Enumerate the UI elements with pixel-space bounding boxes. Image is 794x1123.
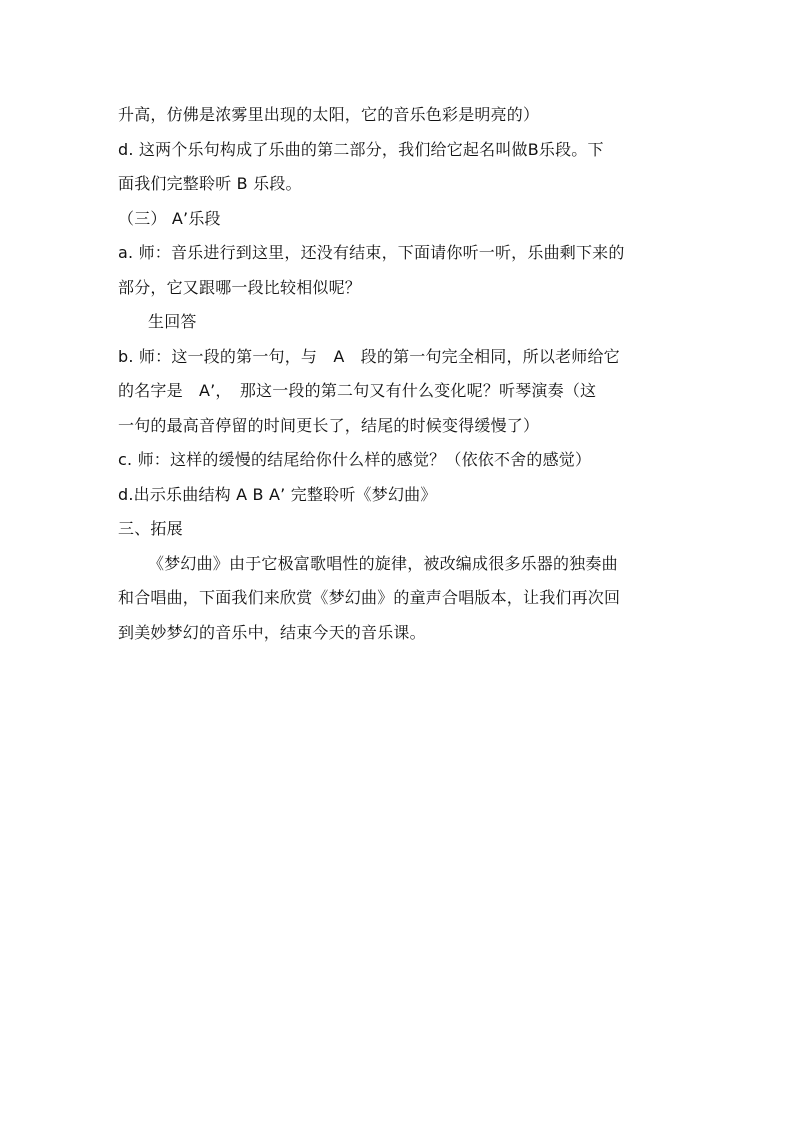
text-line-2: d. 这两个乐句构成了乐曲的第二部分，我们给它起名叫做B乐段。下	[118, 139, 604, 159]
text-line-16: 到美妙梦幻的音乐中，结束今天的音乐课。	[118, 622, 426, 642]
student-answer-line: 生回答	[148, 312, 197, 331]
text-line-10: 一句的最高音停留的时间更长了，结尾的时候变得缓慢了）	[118, 415, 540, 435]
text-line-15: 和合唱曲，下面我们来欣赏《梦幻曲》的童声合唱版本，让我们再次回	[118, 588, 621, 607]
text-line-5: a. 师：音乐进行到这里，还没有结束，下面请你听一听，乐曲剩下来的	[118, 243, 625, 262]
section-heading-expansion: 三、拓展	[118, 519, 183, 538]
section-heading-a-prime: （三） A’乐段	[118, 208, 221, 228]
text-line-3: 面我们完整聆听 B 乐段。	[118, 174, 302, 193]
text-line-12: d.出示乐曲结构 A B A’ 完整聆听《梦幻曲》	[118, 484, 437, 504]
text-line-14: 《梦幻曲》由于它极富歌唱性的旋律，被改编成很多乐器的独奏曲	[148, 553, 618, 573]
document-body	[118, 98, 678, 650]
text-line-8: b. 师：这一段的第一句，与 A 段的第一句完全相同，所以老师给它	[118, 346, 620, 366]
text-line-9: 的名字是 A’， 那这一段的第二句又有什么变化呢？听琴演奏（这	[118, 381, 597, 400]
text-line-6: 部分，它又跟哪一段比较相似呢？	[118, 277, 362, 297]
text-line-11: c. 师：这样的缓慢的结尾给你什么样的感觉？（依依不舍的感觉）	[118, 450, 592, 469]
text-line-1: 升高，仿佛是浓雾里出现的太阳，它的音乐色彩是明亮的）	[118, 105, 540, 124]
